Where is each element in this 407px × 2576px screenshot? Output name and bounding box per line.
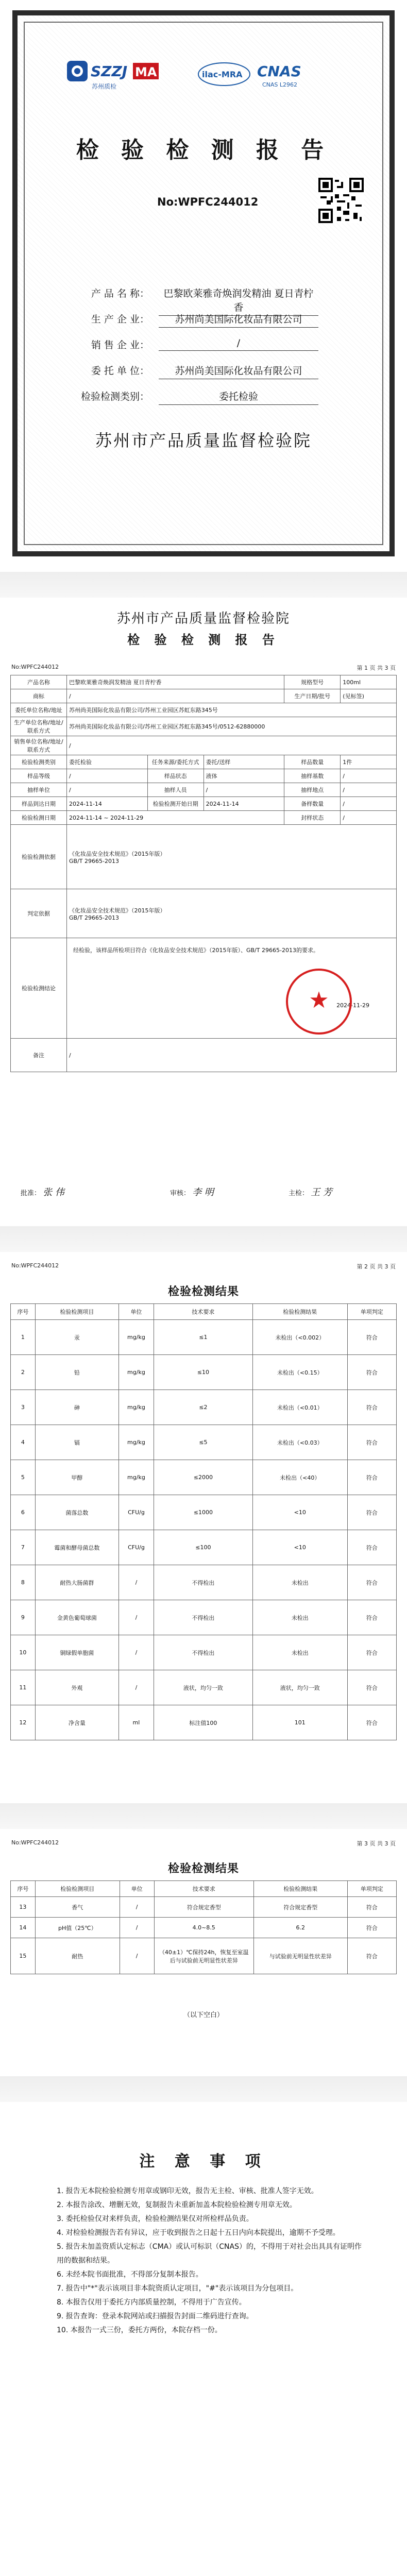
cell: / [119, 1635, 154, 1670]
signature-inspector [289, 1185, 332, 1198]
signer-role: 批准： [21, 1190, 41, 1197]
ilac-logo-text: ilac-MRA [202, 70, 243, 79]
cell-value: 巴黎欧莱雅奇焕润发精油 夏日青柠香 [67, 675, 284, 689]
cell: 不得检出 [154, 1600, 252, 1635]
judge-list [67, 889, 397, 938]
cell: 符合规定香型 [253, 1897, 347, 1918]
conclusion-text: 经检验，该样品所检项目符合《化妆品安全技术规范》（2015年版）、GB/T 29665-2013的要求。 [73, 947, 319, 954]
cell: 13 [11, 1897, 36, 1918]
cell-label: 商标 [11, 689, 67, 703]
cell: 符合 [347, 1635, 396, 1670]
note-item: 7. 报告中"*"表示该项目非本院资质认定项目，"#"表示该项目为分包项目。 [57, 2284, 298, 2293]
cell: 铜绿假单胞菌 [35, 1635, 118, 1670]
cell: 符合 [347, 1425, 396, 1460]
cell: 8 [11, 1565, 36, 1600]
signer-role: 主检： [289, 1190, 309, 1197]
col-header: 技术要求 [154, 1881, 253, 1897]
cell: 未检出 [252, 1635, 347, 1670]
cell-value: 100ml [341, 675, 397, 689]
col-header: 单项判定 [347, 1304, 396, 1320]
cell-value: / [67, 769, 148, 783]
cell-value: (见标签) [341, 689, 397, 703]
cover-institute-name: 苏州市产品质量监督检验院 [95, 431, 312, 450]
cell: 未检出 [252, 1600, 347, 1635]
cell: 符合 [347, 1530, 396, 1565]
field-value: 苏州尚美国际化妆品有限公司 [159, 363, 318, 379]
cnas-logo-subtitle: CNAS L2962 [262, 81, 298, 88]
cell: 霉菌和酵母菌总数 [35, 1530, 118, 1565]
cell-value: 委托检验 [67, 755, 148, 769]
signature-approver [21, 1185, 64, 1198]
cell-label: 检验检测类别 [11, 755, 67, 769]
cell: / [119, 1565, 154, 1600]
report-number: No:WPFC244012 [11, 1262, 59, 1269]
cell: 与试验前无明显性状差异 [253, 1938, 347, 1974]
cell: ≤2 [154, 1390, 252, 1425]
col-header: 单位 [120, 1881, 154, 1897]
cell-value: / [341, 811, 397, 825]
cell-value: 2024-11-14 ~ 2024-11-29 [67, 811, 284, 825]
cell-label: 抽样地点 [284, 783, 341, 797]
note-item: 8. 本报告仅用于委托方内部质量控制，不得用于广告宣传。 [57, 2298, 246, 2307]
cell: <10 [252, 1530, 347, 1565]
signer-name: 张 伟 [43, 1187, 64, 1198]
cell: 9 [11, 1600, 36, 1635]
page-gap [0, 1226, 407, 1252]
col-header: 单位 [119, 1304, 154, 1320]
page-gap [0, 2076, 407, 2102]
cell: / [120, 1918, 154, 1938]
cell: 7 [11, 1530, 36, 1565]
note-item: 10. 本报告一式三份，委托方两份，本院存档一份。 [57, 2326, 222, 2334]
note-item: 1. 报告无本院检验检测专用章或钢印无效，报告无主检、审核、批准人签字无效。 [57, 2187, 318, 2195]
svg-text:MA: MA [135, 65, 157, 79]
szzj-logo-text: SZZJ [91, 63, 128, 80]
cell: 符合 [347, 1670, 396, 1705]
szzj-logo [67, 57, 170, 93]
col-header: 序号 [11, 1304, 36, 1320]
cell-label: 抽样人员 [147, 783, 204, 797]
cell: / [120, 1897, 154, 1918]
cell-value: / [67, 1039, 397, 1072]
signer-name: 李 明 [192, 1187, 214, 1198]
cell: 4 [11, 1425, 36, 1460]
cell: 未检出（<0.01） [252, 1390, 347, 1425]
cell: / [119, 1600, 154, 1635]
note-item: 2. 本报告涂改、增删无效，复制报告未重新加盖本院检验检测专用章无效。 [57, 2201, 297, 2209]
judge-item: GB/T 29665-2013 [69, 914, 119, 921]
ilac-mra-logo [196, 60, 252, 91]
cover-inner-border [24, 22, 383, 545]
conclusion-date: 2024-11-29 [336, 1002, 369, 1009]
cell-value: 液体 [204, 769, 284, 783]
cell: 符合 [347, 1938, 396, 1974]
cell-label: 生产日期/批号 [284, 689, 341, 703]
cell: 未检出 [252, 1565, 347, 1600]
page-gap [0, 572, 407, 598]
table-row [11, 1938, 397, 1974]
cell: 耐热 [35, 1938, 120, 1974]
cell: 2 [11, 1355, 36, 1390]
cell: ≤1000 [154, 1495, 252, 1530]
cell: ≤10 [154, 1355, 252, 1390]
cell: 镉 [35, 1425, 118, 1460]
cell: 101 [252, 1705, 347, 1740]
cell-value: / [341, 797, 397, 811]
cell-label: 委托单位名称/地址 [11, 703, 67, 717]
cell: mg/kg [119, 1425, 154, 1460]
field-label: 委 托 单 位： [91, 365, 149, 377]
basis-list [67, 825, 397, 889]
cell: 10 [11, 1635, 36, 1670]
cell-value: / [204, 783, 284, 797]
signer-role: 审核： [170, 1190, 191, 1197]
cell-label: 生产单位名称/地址/联系方式 [11, 717, 67, 736]
report-number: No:WPFC244012 [11, 664, 59, 670]
cell-label: 任务来源/委托方式 [147, 755, 204, 769]
signature-reviewer [170, 1185, 214, 1198]
cell-value: / [67, 689, 284, 703]
cell-value: / [67, 783, 148, 797]
cell: 标注值100 [154, 1705, 252, 1740]
field-value: 苏州尚美国际化妆品有限公司 [159, 312, 318, 328]
report-org-name: 苏州市产品质量监督检验院 [116, 611, 290, 626]
cell: / [120, 1938, 154, 1974]
accreditation-logos [0, 57, 407, 98]
cell: 12 [11, 1705, 36, 1740]
cnas-logo-text: CNAS [257, 63, 301, 80]
note-item: 5. 报告未加盖资质认定标志（CMA）或认可标识（CNAS）的，不得用于对社会出具具有证明作用的数据和结果。 [57, 2243, 362, 2265]
cell: 香气 [35, 1897, 120, 1918]
cell: 符合 [347, 1390, 396, 1425]
report-title: 检 验 检 测 报 告 [127, 632, 280, 647]
cell: 5 [11, 1460, 36, 1495]
basis-item: GB/T 29665-2013 [69, 857, 119, 865]
cell-value: 苏州尚美国际化妆品有限公司/苏州工业园区苏虹东路345号 [67, 703, 397, 717]
cell-label: 样品等级 [11, 769, 67, 783]
results-title: 检验检测结果 [167, 1285, 239, 1298]
notes-title: 注 意 事 项 [139, 2153, 268, 2171]
cell-label: 检验检测开始日期 [147, 797, 204, 811]
cell: 符合 [347, 1705, 396, 1740]
cell-value: / [341, 769, 397, 783]
field-value: 巴黎欧莱雅奇焕润发精油 夏日青柠香 [159, 286, 318, 316]
table-row [11, 1565, 397, 1600]
note-item: 4. 对检验检测报告若有异议，应于收到报告之日起十五日内向本院提出，逾期不予受理。 [57, 2229, 340, 2237]
cell-label: 样品状态 [147, 769, 204, 783]
cell: 耐热大肠菌群 [35, 1565, 118, 1600]
cell: CFU/g [119, 1495, 154, 1530]
cell: 11 [11, 1670, 36, 1705]
cell: 4.0~8.5 [154, 1918, 253, 1938]
results-title: 检验检测结果 [167, 1862, 239, 1875]
cell-label: 判定依据 [11, 889, 67, 938]
cell: 符合 [347, 1565, 396, 1600]
cover-page [0, 0, 407, 572]
cell: CFU/g [119, 1530, 154, 1565]
cell: 金黄色葡萄球菌 [35, 1600, 118, 1635]
table-row [11, 1390, 397, 1425]
col-header: 序号 [11, 1881, 36, 1897]
table-row [11, 1355, 397, 1390]
cell-label: 封样状态 [284, 811, 341, 825]
cell-label: 备注 [11, 1039, 67, 1072]
cell: 铅 [35, 1355, 118, 1390]
cell: mg/kg [119, 1355, 154, 1390]
cnas-logo [255, 60, 327, 91]
judge-item: 《化妆品安全技术规范》（2015年版） [69, 907, 166, 914]
cell-label: 规格型号 [284, 675, 341, 689]
cell: mg/kg [119, 1390, 154, 1425]
note-item: 6. 未经本院书面批准，不得部分复制本报告。 [57, 2270, 203, 2279]
table-row [11, 1705, 397, 1740]
field-value: 委托检验 [159, 389, 318, 405]
field-value: / [159, 337, 318, 351]
cell: 15 [11, 1938, 36, 1974]
cell-label: 销售单位名称/地址/联系方式 [11, 736, 67, 755]
cell: ≤5 [154, 1425, 252, 1460]
cell: ≤100 [154, 1530, 252, 1565]
cell-label: 抽样基数 [284, 769, 341, 783]
table-row [11, 1530, 397, 1565]
cell: 液状，均匀一致 [252, 1670, 347, 1705]
col-header: 检验检测项目 [35, 1304, 118, 1320]
cell-value: 苏州尚美国际化妆品有限公司/苏州工业园区苏虹东路345号/0512-62880000 [67, 717, 397, 736]
signer-name: 王 芳 [311, 1187, 332, 1198]
page-indicator: 第 2 页 共 3 页 [357, 1263, 396, 1270]
cell: 符合 [347, 1918, 396, 1938]
cell: 6.2 [253, 1918, 347, 1938]
cell: 外观 [35, 1670, 118, 1705]
notes-page [0, 2102, 407, 2576]
results-table-1 [10, 1303, 397, 1740]
cell: 不得检出 [154, 1635, 252, 1670]
col-header: 检验检测结果 [253, 1881, 347, 1897]
field-label: 产 品 名 称： [91, 288, 149, 299]
cell-label: 抽样单位 [11, 783, 67, 797]
cell: ≤1 [154, 1320, 252, 1355]
cell: 净含量 [35, 1705, 118, 1740]
table-row [11, 1425, 397, 1460]
cell: （40±1）℃保持24h，恢复至室温后与试验前无明显性状差异 [154, 1938, 253, 1974]
table-header-row [11, 1304, 397, 1320]
cell: 符合 [347, 1355, 396, 1390]
cell-label: 样品数量 [284, 755, 341, 769]
cell: 符合规定香型 [154, 1897, 253, 1918]
cell-value: 2024-11-14 [204, 797, 284, 811]
table-row [11, 1635, 397, 1670]
note-item: 9. 报告查询：登录本院网站或扫描报告封面二维码进行查询。 [57, 2312, 253, 2320]
cell: 未检出（<40） [252, 1460, 347, 1495]
field-label: 销 售 企 业： [91, 340, 149, 351]
field-label: 生 产 企 业： [91, 314, 149, 325]
table-row [11, 1670, 397, 1705]
col-header: 检验检测结果 [252, 1304, 347, 1320]
table-header-row [11, 1881, 397, 1897]
table-row [11, 1897, 397, 1918]
cell: 汞 [35, 1320, 118, 1355]
official-seal [286, 969, 352, 1035]
cell: 未检出（<0.15） [252, 1355, 347, 1390]
cell: 符合 [347, 1460, 396, 1495]
page-gap [0, 1803, 407, 1829]
seal-star-icon: ★ [309, 987, 329, 1013]
cell-value: / [67, 736, 397, 755]
szzj-logo-subtitle: 苏州质检 [92, 83, 117, 90]
cell: / [119, 1670, 154, 1705]
cell: 符合 [347, 1897, 396, 1918]
col-header: 技术要求 [154, 1304, 252, 1320]
basis-item: 《化妆品安全技术规范》（2015年版） [69, 850, 166, 857]
cell: <10 [252, 1495, 347, 1530]
table-row [11, 1320, 397, 1355]
cell-label: 检验检测结论 [11, 938, 67, 1039]
table-row [11, 1918, 397, 1938]
cell: 14 [11, 1918, 36, 1938]
cell: 符合 [347, 1320, 396, 1355]
cell: mg/kg [119, 1320, 154, 1355]
cell-value: 1件 [341, 755, 397, 769]
field-label: 检验检测类别： [80, 391, 149, 402]
cell-label: 检验检测日期 [11, 811, 67, 825]
cell-value: 委托/送样 [204, 755, 284, 769]
cell-value: / [341, 783, 397, 797]
table-row [11, 1600, 397, 1635]
cell: ml [119, 1705, 154, 1740]
cell-label: 备样数量 [284, 797, 341, 811]
cell: pH值（25℃） [35, 1918, 120, 1938]
table-row [11, 1495, 397, 1530]
cell-value: 2024-11-14 [67, 797, 148, 811]
cell: 不得检出 [154, 1565, 252, 1600]
cell-label: 样品到达日期 [11, 797, 67, 811]
results-table-2 [10, 1880, 397, 1974]
cell: 未检出（<0.002） [252, 1320, 347, 1355]
cell: 6 [11, 1495, 36, 1530]
cell: 砷 [35, 1390, 118, 1425]
cell: 3 [11, 1390, 36, 1425]
cover-report-number: No:WPFC244012 [157, 196, 259, 208]
qr-code[interactable] [318, 178, 364, 223]
cell: 符合 [347, 1495, 396, 1530]
notes-list [57, 2184, 366, 2337]
cell: mg/kg [119, 1460, 154, 1495]
page-indicator: 第 1 页 共 3 页 [357, 665, 396, 671]
note-item: 3. 委托检验仅对来样负责，检验检测结果仅对所检样品负责。 [57, 2215, 253, 2223]
page-indicator: 第 3 页 共 3 页 [357, 1840, 396, 1847]
cell-label: 产品名称 [11, 675, 67, 689]
cell: 菌落总数 [35, 1495, 118, 1530]
col-header: 单项判定 [347, 1881, 396, 1897]
cell: 甲醇 [35, 1460, 118, 1495]
cover-title: 检 验 检 测 报 告 [76, 137, 331, 163]
col-header: 检验检测项目 [35, 1881, 120, 1897]
cell-label: 检验检测依据 [11, 825, 67, 889]
cell: ≤2000 [154, 1460, 252, 1495]
cell: 符合 [347, 1600, 396, 1635]
cell: 液状，均匀一致 [154, 1670, 252, 1705]
cell: 1 [11, 1320, 36, 1355]
table-end-mark: （以下空白） [183, 2011, 224, 2019]
table-row [11, 1460, 397, 1495]
cell: 未检出（<0.03） [252, 1425, 347, 1460]
report-number: No:WPFC244012 [11, 1839, 59, 1846]
